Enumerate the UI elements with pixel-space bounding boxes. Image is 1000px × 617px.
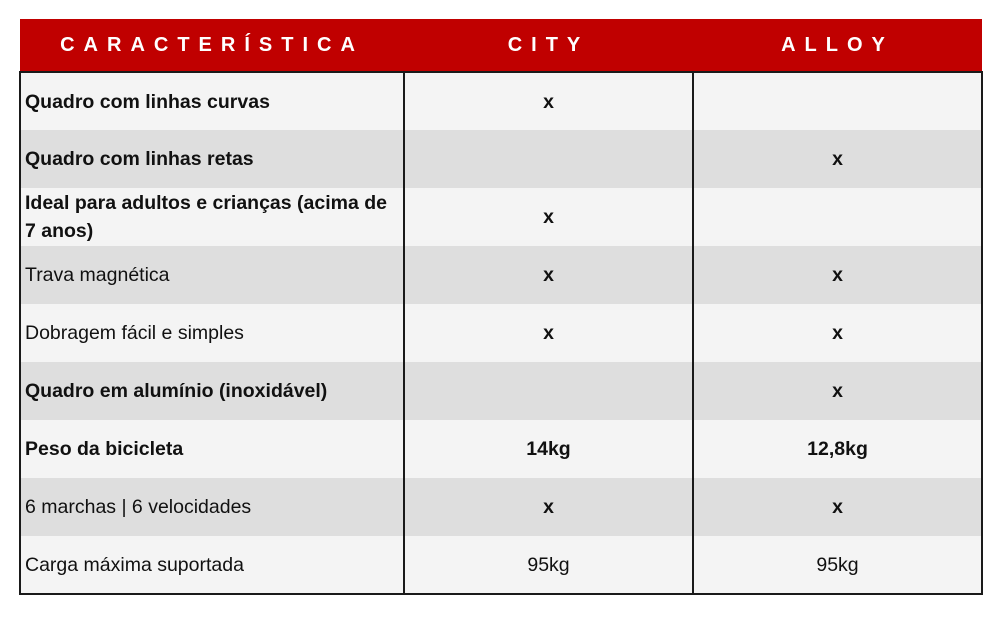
table-row	[20, 130, 982, 188]
row-label: Quadro em alumínio (inoxidável)	[20, 362, 404, 420]
row-label: Dobragem fácil e simples	[20, 304, 404, 362]
alloy-value	[693, 188, 982, 246]
header-city: CITY	[404, 19, 693, 72]
table-row	[20, 246, 982, 304]
city-value: x	[404, 304, 693, 362]
table-row	[20, 72, 982, 130]
table-row	[20, 420, 982, 478]
alloy-value: 12,8kg	[693, 420, 982, 478]
comparison-table	[19, 19, 983, 595]
alloy-value: x	[693, 478, 982, 536]
city-value: x	[404, 72, 693, 130]
row-label: Ideal para adultos e crianças (acima de 7 anos)	[20, 188, 404, 246]
city-value: x	[404, 188, 693, 246]
alloy-value: 95kg	[693, 536, 982, 594]
row-label: Peso da bicicleta	[20, 420, 404, 478]
row-label: Quadro com linhas retas	[20, 130, 404, 188]
alloy-value: x	[693, 130, 982, 188]
row-label: Trava magnética	[20, 246, 404, 304]
city-value: 95kg	[404, 536, 693, 594]
header-alloy: ALLOY	[693, 19, 982, 72]
row-label: Quadro com linhas curvas	[20, 72, 404, 130]
alloy-value	[693, 72, 982, 130]
city-value	[404, 362, 693, 420]
row-label: Carga máxima suportada	[20, 536, 404, 594]
header-caracteristica: CARACTERÍSTICA	[20, 19, 404, 72]
table-row	[20, 304, 982, 362]
city-value: x	[404, 478, 693, 536]
alloy-value: x	[693, 304, 982, 362]
city-value: x	[404, 246, 693, 304]
alloy-value: x	[693, 362, 982, 420]
table-row	[20, 478, 982, 536]
table-row	[20, 188, 982, 246]
city-value	[404, 130, 693, 188]
table-row	[20, 536, 982, 594]
table-row	[20, 362, 982, 420]
city-value: 14kg	[404, 420, 693, 478]
header-row	[20, 19, 982, 72]
alloy-value: x	[693, 246, 982, 304]
row-label: 6 marchas | 6 velocidades	[20, 478, 404, 536]
